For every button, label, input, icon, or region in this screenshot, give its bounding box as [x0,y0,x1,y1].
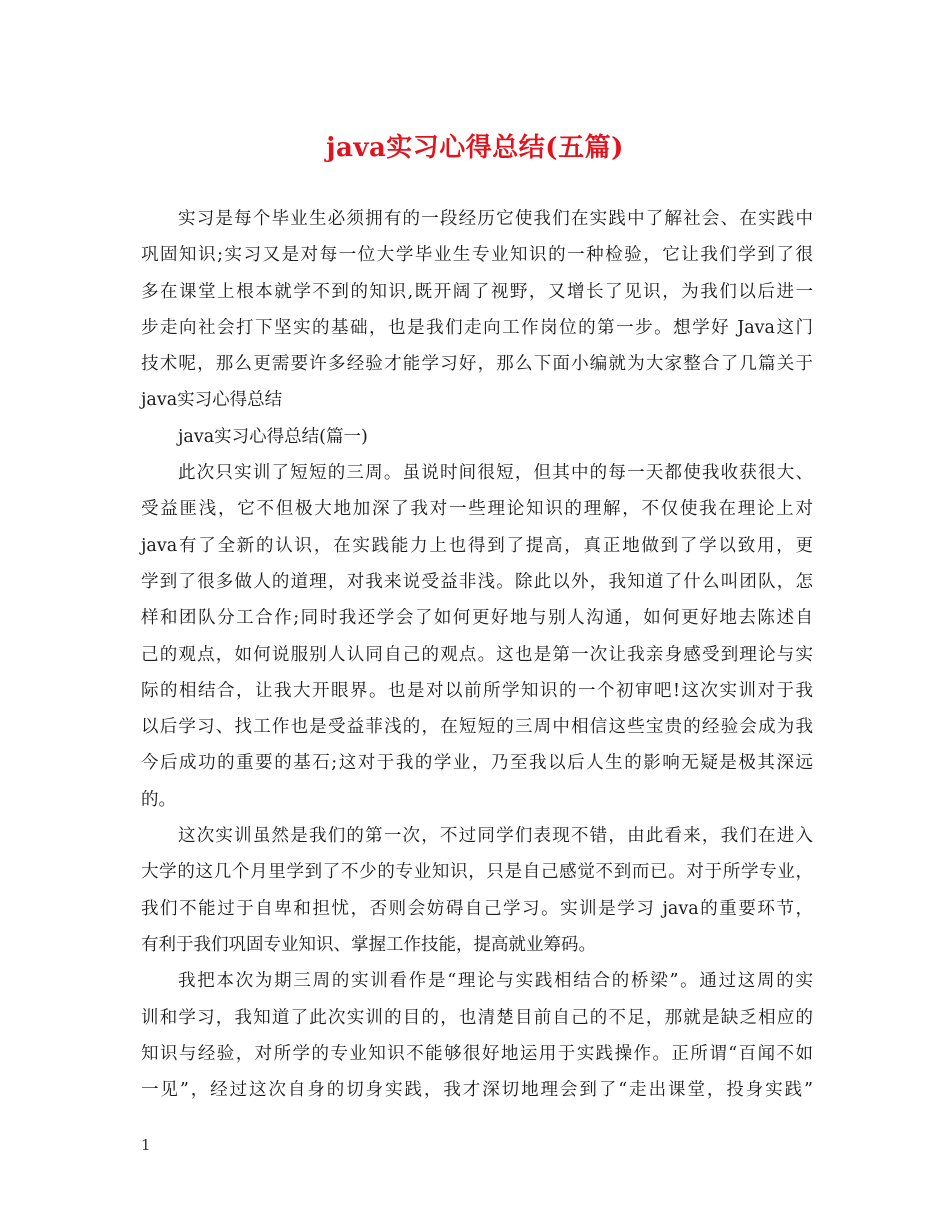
text-line: 这次实训虽然是我们的第一次，不过同学们表现不错，由此看来，我们在进入 [178,826,813,847]
text-line: 己的观点，如何说服别人认同自己的观点。这也是第一次让我亲身感受到理论与实 [141,644,813,665]
section-heading: java实习心得总结(篇一) [178,426,368,447]
text-line: 步走向社会打下坚实的基础，也是我们走向工作岗位的第一步。想学好 Java这门 [141,317,813,338]
text-line: 有利于我们巩固专业知识、掌握工作技能，提高就业筹码。 [141,934,596,955]
text-line: 多在课堂上根本就学不到的知识,既开阔了视野，又增长了见识，为我们以后进一 [141,281,813,302]
text-line: 大学的这几个月里学到了不少的专业知识，只是自己感觉不到而已。对于所学专业， [141,862,813,883]
text-line: 知识与经验，对所学的专业知识不能够很好地运用于实践操作。正所谓“百闻不如 [141,1043,813,1064]
text-line: 巩固知识;实习又是对每一位大学毕业生专业知识的一种检验，它让我们学到了很 [141,245,813,266]
text-line: 样和团队分工合作;同时我还学会了如何更好地与别人沟通，如何更好地去陈述自 [141,608,813,629]
page-number: 1 [141,1136,151,1154]
text-line: 受益匪浅，它不但极大地加深了我对一些理论知识的理解，不仅使我在理论上对 [141,499,813,520]
document-title: java实习心得总结(五篇) [326,133,624,163]
text-line: 今后成功的重要的基石;这对于我的学业，乃至我以后人生的影响无疑是极其深远 [141,753,813,774]
text-line: 际的相结合，让我大开眼界。也是对以前所学知识的一个初审吧!这次实训对于我 [141,680,813,701]
text-line: 以后学习、找工作也是受益菲浅的，在短短的三周中相信这些宝贵的经验会成为我 [141,717,813,738]
text-line: java有了全新的认识，在实践能力上也得到了提高，真正地做到了学以致用，更 [141,535,813,556]
text-line: 实习是每个毕业生必须拥有的一段经历它使我们在实践中了解社会、在实践中 [178,209,813,229]
text-line: 一见”，经过这次自身的切身实践，我才深切地理会到了“走出课堂，投身实践” [141,1080,813,1101]
document-body [141,201,813,1108]
text-line: 此次只实训了短短的三周。虽说时间很短，但其中的每一天都使我收获很大、 [178,463,813,484]
text-line: 技术呢，那么更需要许多经验才能学习好，那么下面小编就为大家整合了几篇关于 [141,354,813,375]
text-line: 的。 [141,789,176,810]
text-line: 我把本次为期三周的实训看作是“理论与实践相结合的桥梁”。通过这周的实 [178,971,813,992]
text-line: 训和学习，我知道了此次实训的目的，也清楚目前自己的不足，那就是缺乏相应的 [141,1007,813,1028]
text-line: java实习心得总结 [141,390,283,411]
text-line: 学到了很多做人的道理，对我来说受益非浅。除此以外，我知道了什么叫团队，怎 [141,571,813,592]
text-line: 我们不能过于自卑和担忧，否则会妨碍自己学习。实训是学习 java的重要环节， [141,898,813,919]
